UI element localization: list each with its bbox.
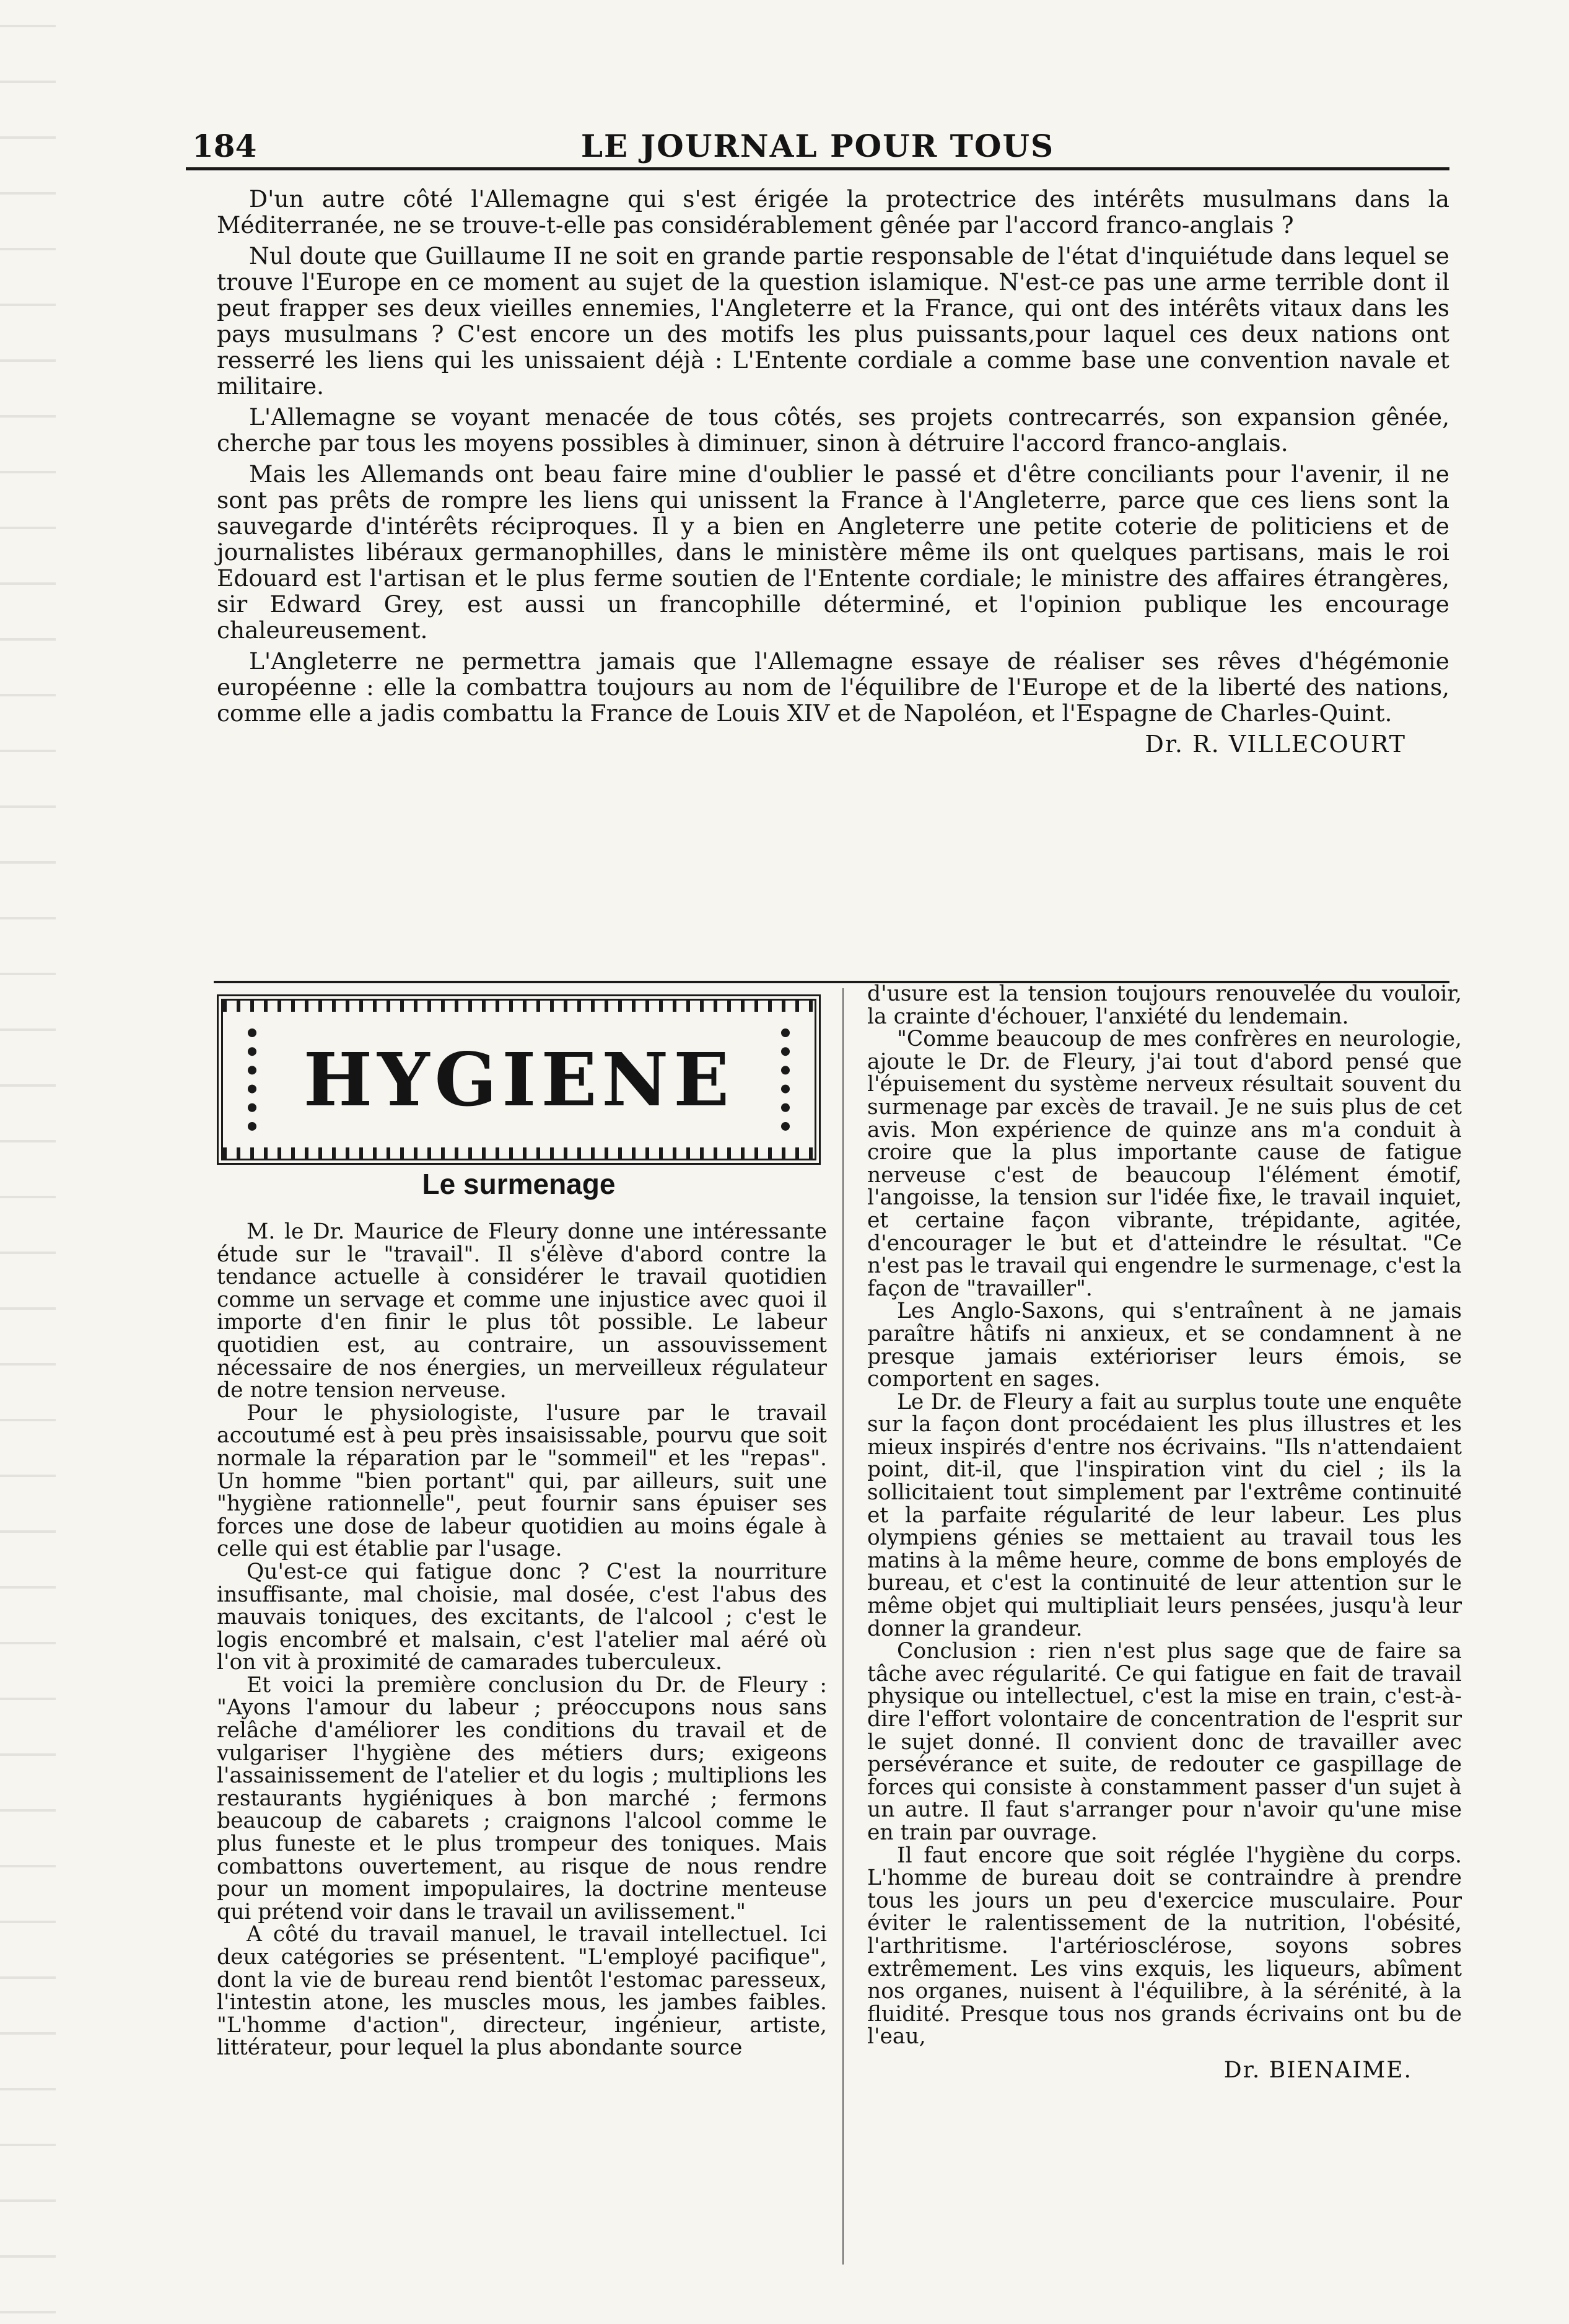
column-paragraph: Le Dr. de Fleury a fait au surplus toute une enquête sur la façon dont procédaient les plus illustres et les mieux inspirés d'entre nos écrivains. "Ils n'attendaient point, dit-il, que l'inspiration vint du ciel ; ils la sollicitaient tout simplement par l'extrême continuité et la parfaite régularité de leur labeur. Les plus olympiens génies se mettaient au travail tous les matins à la même heure, comme de bons employés de bureau, et c'est la continuité de leur attention sur le même objet qui multipliait leurs pensées, jusqu'à leur donner la grandeur. <box>867 1389 1462 1641</box>
hygiene-signature: Dr. BIENAIME. <box>1223 2057 1412 2083</box>
column-paragraph: M. le Dr. Maurice de Fleury donne une intéressante étude sur le "travail". Il s'élève d'abord contre la tendance actuelle à considérer le travail quotidien comme un servage et comme une injustice avec quoi il importe d'en finir le plus tôt possible. Le labeur quotidien est, au contraire, un assouvissement nécessaire de nos énergies, un merveilleux régulateur de notre tension nerveuse. <box>217 1219 827 1403</box>
article-paragraph: L'Angleterre ne permettra jamais que l'Allemagne essaye de réaliser ses rêves d'hégémonie européenne : elle la combattra toujours au nom de l'équilibre de l'Europe et de la liberté des nations, comme elle a jadis combattu la France de Louis XIV et de Napoléon, et l'Espagne de Charles-Quint. <box>217 647 1449 727</box>
article-paragraph: L'Allemagne se voyant menacée de tous côtés, ses projets contrecarrés, son expansion gênée, cherche par tous les moyens possibles à diminuer, sinon à détruire l'accord franco-anglais. <box>217 403 1449 457</box>
article-paragraph: Mais les Allemands ont beau faire mine d'oublier le passé et d'être conciliants pour l'avenir, il ne sont pas prêts de rompre les liens qui unissent la France à l'Angleterre, parce que ces liens sont la sauvegarde d'intérêts réciproques. Il y a bien en Angleterre une petite coterie de politiciens et de journalistes libéraux germanophilles, dans le ministère même ils ont quelques partisans, mais le roi Edouard est l'artisan et le plus ferme soutien de l'Entente cordiale; le ministre des affaires étrangères, sir Edward Grey, est aussi un francophille déterminé, et l'opinion publique les encourage chaleureusement. <box>217 460 1449 644</box>
column-paragraph: Conclusion : rien n'est plus sage que de faire sa tâche avec régularité. Ce qui fatigue en fait de travail physique ou intellectuel, c'est la mise en train, c'est-à-dire l'effort volontaire de concentration de l'esprit sur le sujet donné. Il convient donc de travailler avec persévérance et suite, de redouter ce gaspillage de forces qui consiste à constamment passer d'un sujet à un autre. Il faut s'arranger pour n'avoir qu'une mise en train par ouvrage. <box>867 1639 1462 1845</box>
article-paragraph: Nul doute que Guillaume II ne soit en grande partie responsable de l'état d'inquiétude dans lequel se trouve l'Europe en ce moment au sujet de la question islamique. N'est-ce pas une arme terrible dont il peut frapper ses deux vieilles ennemies, l'Angleterre et la France, qui ont des intérêts vitaux dans les pays musulmans ? C'est encore un des motifs les plus puissants,pour laquel ces deux nations ont resserré les liens qui les unissaient déjà : L'Entente cordiale a comme base une convention navale et militaire. <box>217 242 1449 400</box>
column-paragraph: Il faut encore que soit réglée l'hygiène du corps. L'homme de bureau doit se contraindre à prendre tous les jours un peu d'exercice musculaire. Pour éviter le ralentissement de la nutrition, l'obésité, l'arthritisme. l'artériosclérose, soyons sobres extrêmement. Les vins exquis, les liqueurs, abîment nos organes, nuisent à l'équilibre, à la sérénité, à la fluidité. Presque tous nos grands écrivains ont bu de l'eau, <box>867 1843 1462 2050</box>
column-paragraph: Qu'est-ce qui fatigue donc ? C'est la nourriture insuffisante, mal choisie, mal dosée, c'est l'abus des mauvais toniques, des excitants, de l'alcool ; c'est le logis encombré et malsain, c'est l'atelier mal aéré où l'on vit à proximité de camarades tuberculeux. <box>217 1559 827 1675</box>
article-signature: Dr. R. VILLECOURT <box>1145 730 1406 758</box>
column-paragraph: Pour le physiologiste, l'usure par le travail accoutumé est à peu près insaisissable, pourvu que soit normale la réparation par le "sommeil" et les "repas". Un homme "bien portant" qui, par ailleurs, suit une "hygiène rationnelle", peut fournir sans épuiser ses forces une dose de labeur quotidien au moins égale à celle qui est établie par l'usage. <box>217 1400 827 1562</box>
column-right <box>867 983 1462 2082</box>
page-number: 184 <box>192 128 257 164</box>
section-title: HYGIENE <box>303 1037 735 1123</box>
top-article <box>217 186 1449 757</box>
column-left <box>217 1221 827 2059</box>
journal-title: LE JOURNAL POUR TOUS <box>580 128 1055 164</box>
column-divider <box>842 988 844 2265</box>
column-paragraph: Les Anglo-Saxons, qui s'entraînent à ne jamais paraître hâtifs ni anxieux, et se condamnent à ne presque jamais extérioriser leurs émois, se comportent en sages. <box>867 1299 1462 1392</box>
column-paragraph: "Comme beaucoup de mes confrères en neurologie, ajoute le Dr. de Fleury, j'ai tout d'abord pensé que l'épuisement du système nerveux résultait souvent du surmenage par excès de travail. Je ne suis plus de cet avis. Mon expérience de quinze ans m'a conduit à croire que la plus importante cause de fatigue nerveuse c'est de beaucoup l'élément émotif, l'angoisse, la tension sur l'idée fixe, le travail inquiet, et certaine façon vibrante, trépidante, agitée, d'encourager le but et d'atteindre le résultat. "Ce n'est pas le travail qui engendre le surmenage, c'est la façon de "travailler". <box>867 1027 1462 1301</box>
section-subtitle: Le surmenage <box>422 1168 616 1200</box>
column-paragraph: d'usure est la tension toujours renouvelée du vouloir, la crainte d'échouer, l'anxiété du lendemain. <box>867 981 1462 1029</box>
scan-margin-artifacts <box>0 0 56 2324</box>
ornamental-frame <box>248 1028 790 1131</box>
article-paragraph: D'un autre côté l'Allemagne qui s'est érigée la protectrice des intérêts musulmans dans la Méditerranée, ne se trouve-t-elle pas considérablement gênée par l'accord franco-anglais ? <box>217 185 1449 239</box>
running-head <box>186 124 1449 170</box>
hygiene-title-box <box>217 994 821 1165</box>
column-paragraph: Et voici la première conclusion du Dr. de Fleury : "Ayons l'amour du labeur ; préoccupons nous sans relâche d'améliorer les conditions du travail et de vulgariser l'hygiène des métiers durs; exigeons l'assainissement de l'atelier et du logis ; multiplions les restaurants hygiéniques à bon marché ; fermons beaucoup de cabarets ; craignons l'alcool comme le plus funeste et le plus trompeur des toniques. Mais combattons ouvertement, au risque de nous rendre pour un moment impopulaires, la doctrine menteuse qui prétend voir dans le travail un avilissement." <box>217 1672 827 1924</box>
column-paragraph: A côté du travail manuel, le travail intellectuel. Ici deux catégories se présentent. "L'employé pacifique", dont la vie de bureau rend bientôt l'estomac paresseux, l'intestin atone, les muscles mous, les jambes faibles. "L'homme d'action", directeur, ingénieur, artiste, littérateur, pour lequel la plus abondante source <box>217 1922 827 2061</box>
